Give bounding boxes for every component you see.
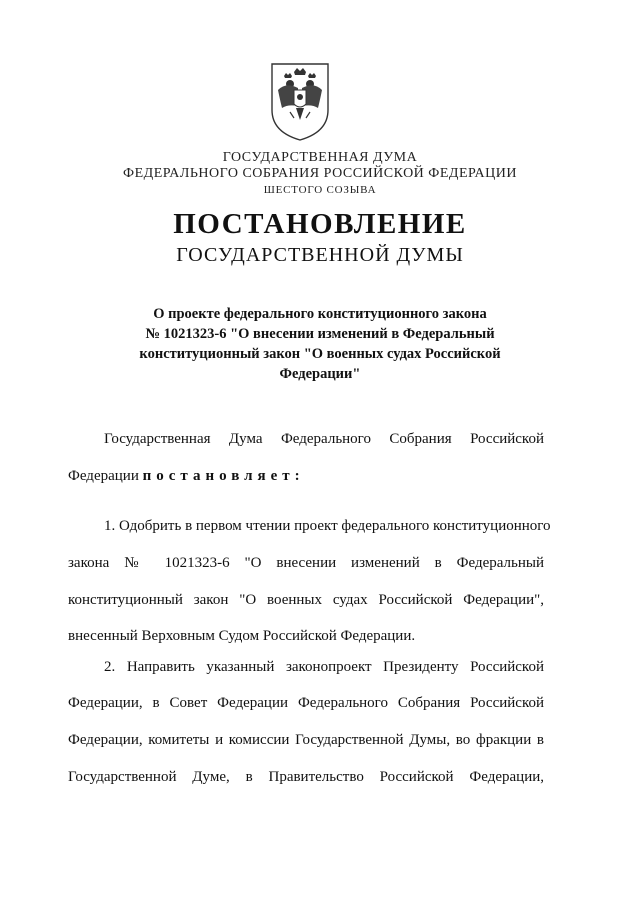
item2-line-4: Государственной Думе, в Правительство Российской Федерации, xyxy=(68,769,544,785)
subject-line-1: О проекте федерального конституционного закона xyxy=(153,306,487,322)
subject-line-3: конституционный закон "О военных судах Российской xyxy=(139,346,501,362)
item1-line-1: 1. Одобрить в первом чтении проект федерального конституционного xyxy=(104,518,551,534)
coat-of-arms-emblem xyxy=(268,60,332,142)
subject-line-2: № 1021323-6 "О внесении изменений в Федеральный xyxy=(145,326,495,342)
preamble-line-2 xyxy=(68,468,544,485)
header-line-2: ФЕДЕРАЛЬНОГО СОБРАНИЯ РОССИЙСКОЙ ФЕДЕРАЦИИ xyxy=(123,166,517,181)
preamble-resolves: постановляет: xyxy=(142,468,305,484)
header-line-3: ШЕСТОГО СОЗЫВА xyxy=(263,184,377,196)
subject-line-4: Федерации" xyxy=(279,366,361,382)
preamble-start: Федерации xyxy=(68,468,139,484)
item2-line-2: Федерации, в Совет Федерации Федерального Собрания Российской xyxy=(68,695,544,711)
item1-line-4: внесенный Верховным Судом Российской Федерации. xyxy=(68,628,416,644)
document-subtitle: ГОСУДАРСТВЕННОЙ ДУМЫ xyxy=(176,244,464,266)
item2-line-1: 2. Направить указанный законопроект Президенту Российской xyxy=(104,659,544,675)
subject-heading xyxy=(110,304,530,384)
item2-line-3: Федерации, комитеты и комиссии Государственной Думы, во фракции в xyxy=(68,732,544,748)
preamble-line-1: Государственная Дума Федерального Собрания Российской xyxy=(104,431,544,447)
item1-line-3: конституционный закон "О военных судах Российской Федерации", xyxy=(68,592,544,608)
header-line-1: ГОСУДАРСТВЕННАЯ ДУМА xyxy=(222,150,418,165)
item1-line-2: закона № 1021323-6 "О внесении изменений в Федеральный xyxy=(68,555,544,571)
document-title: ПОСТАНОВЛЕНИЕ xyxy=(173,208,467,240)
